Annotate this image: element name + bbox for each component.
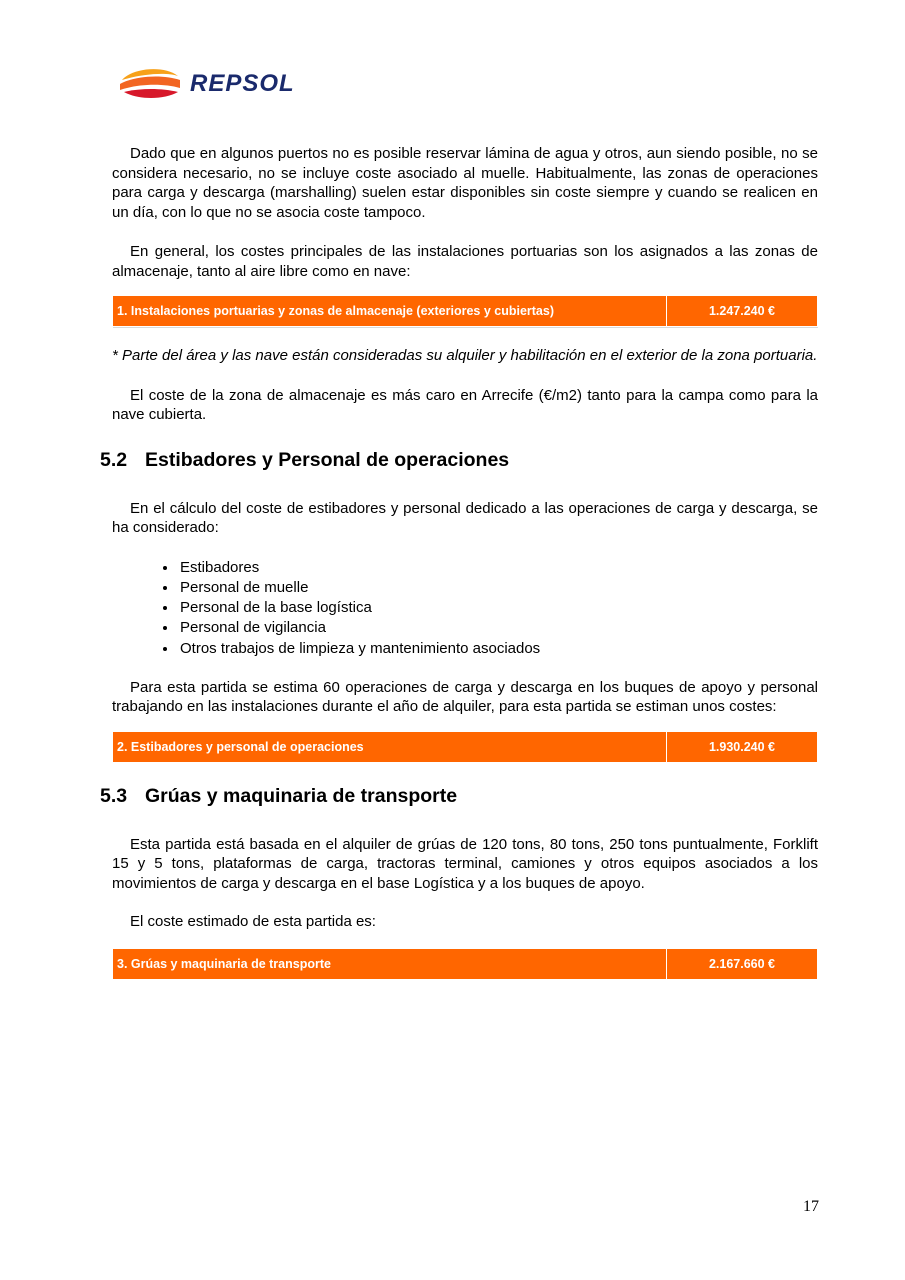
paragraph-stevedores: En el cálculo del coste de estibadores y personal dedicado a las operaciones de carga y descarga, se ha considerado: [112, 499, 818, 536]
paragraph-cranes: Esta partida está basada en el alquiler de grúas de 120 tons, 80 tons, 250 tons puntualmente, Forklift 15 y 5 tons, plataformas de carga, tractoras terminal, camiones y otros equipos asociados a los movimientos de carga y descarga en el base Logística y a los buques de apoyo. [112, 835, 818, 892]
list-item: • Otros trabajos de limpieza y mantenimiento asociados [178, 639, 818, 659]
section-title: Estibadores y Personal de operaciones [145, 448, 510, 471]
document-body [100, 144, 818, 980]
list-item: • Personal de muelle [178, 578, 818, 598]
cost-table-port-facilities [112, 295, 818, 327]
section-title: Grúas y maquinaria de transporte [145, 784, 458, 807]
list-item: • Personal de la base logística [178, 598, 818, 618]
cost-amount: 1.247.240 € [667, 296, 818, 327]
cost-amount: 1.930.240 € [667, 731, 818, 762]
list-item: • Personal de vigilancia [178, 618, 818, 638]
note-storage-area: * Parte del área y las nave están consideradas su alquiler y habilitación en el exterior de la zona portuaria. [112, 347, 818, 364]
cost-amount: 2.167.660 € [667, 948, 818, 979]
repsol-flame-icon [118, 66, 188, 106]
cost-label: 2. Estibadores y personal de operaciones [113, 731, 667, 762]
personnel-list [112, 558, 818, 659]
paragraph-marshalling: Dado que en algunos puertos no es posible reservar lámina de agua y otros, aun siendo posible, no se considera necesario, no se incluye coste asociado al muelle. Habitualmente, las zonas de operaciones para carga y descarga (marshalling) suelen estar disponibles sin coste siempre y cuando se realicen en un día, con lo que no se asocia coste tampoco. [112, 145, 818, 221]
section-number: 5.2 [100, 448, 128, 471]
repsol-logo [118, 66, 318, 106]
list-item: • Estibadores [178, 558, 818, 578]
section-heading-5-3 [100, 785, 818, 808]
cost-label: 3. Grúas y maquinaria de transporte [113, 948, 667, 979]
paragraph-estimated-cost: El coste estimado de esta partida es: [130, 913, 376, 931]
cost-table-stevedores [112, 731, 818, 763]
section-number: 5.3 [100, 784, 128, 807]
cost-label: 1. Instalaciones portuarias y zonas de almacenaje (exteriores y cubiertas) [113, 296, 667, 327]
cost-table-cranes [112, 948, 818, 980]
page-number: 17 [803, 1198, 819, 1215]
paragraph-arrecife: El coste de la zona de almacenaje es más caro en Arrecife (€/m2) tanto para la campa como para la nave cubierta. [112, 386, 818, 423]
section-heading-5-2 [100, 449, 818, 472]
paragraph-port-costs: En general, los costes principales de las instalaciones portuarias son los asignados a las zonas de almacenaje, tanto al aire libre como en nave: [112, 243, 818, 280]
logo-wordmark: REPSOL [190, 70, 295, 97]
paragraph-operations-estimate: Para esta partida se estima 60 operaciones de carga y descarga en los buques de apoyo y personal trabajando en las instalaciones durante el año de alquiler, para esta partida se estiman unos costes: [112, 678, 818, 716]
